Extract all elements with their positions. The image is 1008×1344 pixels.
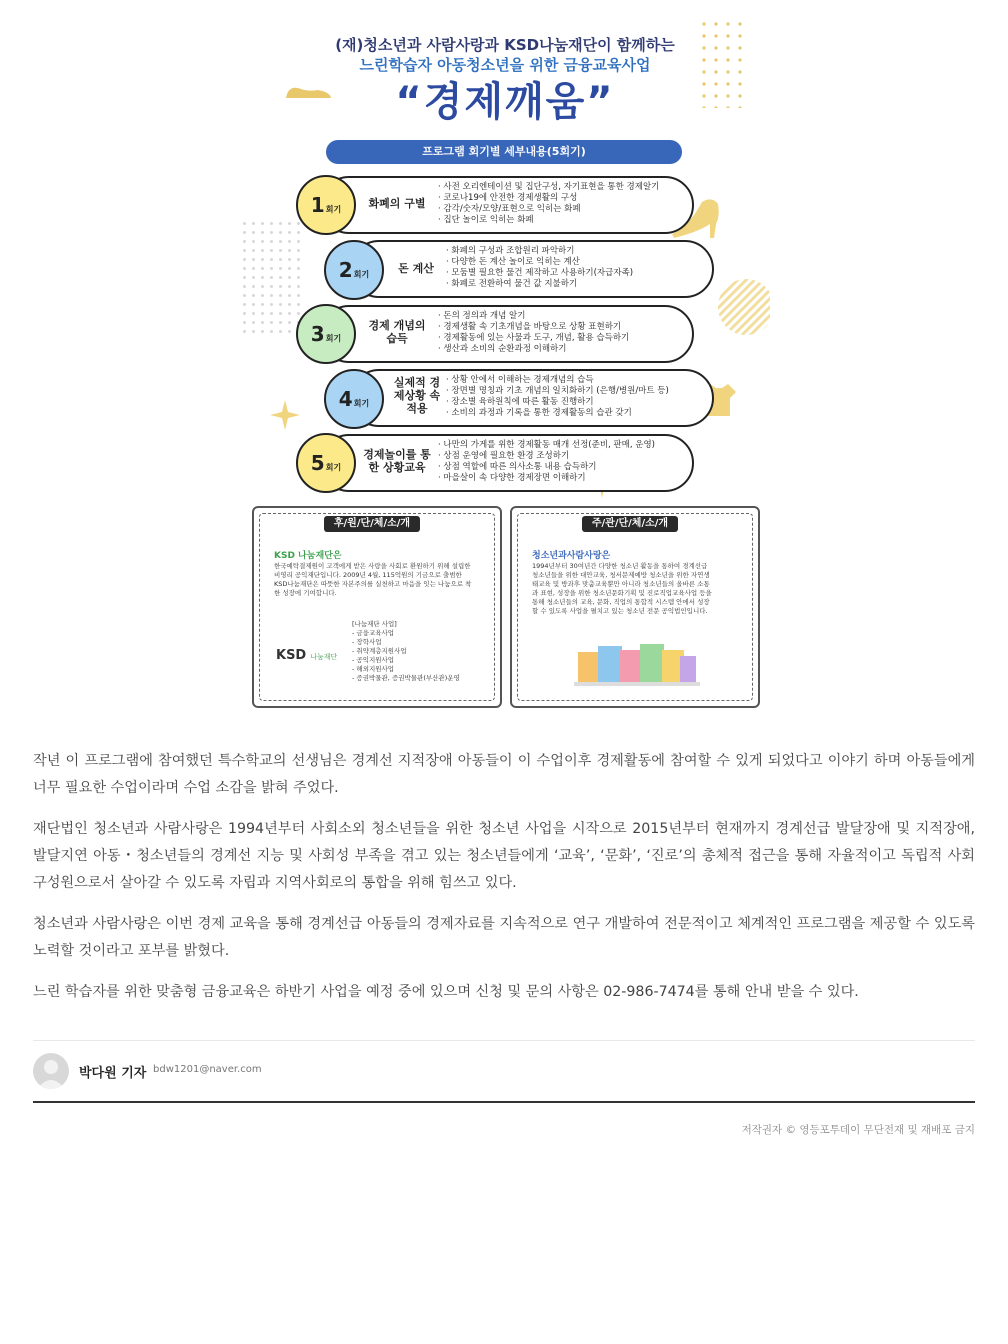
sponsor-description: 한국예탁결제원이 고객에게 받은 사랑을 사회로 환원하기 위해 설립한 비영리 공익재단입니다. 2009년 4월, 115억원의 기금으로 출범한 KSD나눔재단은 따뜻한 자본주의를 실천하고 마음을 잇는 나눔으로 착한 성장에 기여합니다.	[274, 562, 472, 597]
poster-title: “경제깨움”	[395, 79, 615, 125]
session-items: · 나만의 가게를 위한 경제활동 매개 선정(준비, 판매, 운영) · 상점 운영에 필요한 환경 조성하기 · 상점 역할에 따른 의사소통 내용 습득하기 · 마을살이 속 다양한 경제장면 이해하기	[438, 440, 655, 483]
sponsor-org: KSD 나눔재단은	[274, 551, 342, 561]
poster-subtitle: (재)청소년과 사람사랑과 KSD나눔재단이 함께하는	[335, 36, 675, 54]
session-number: 4 회기	[324, 369, 384, 429]
star-icon	[270, 400, 300, 430]
ksd-logo: KSD 나눔재단	[276, 648, 338, 663]
sponsor-heading: 후/원/단/체/소/개	[324, 516, 420, 532]
host-description: 1994년부터 30여년간 다양한 청소년 활동을 통하여 경계선급 청소년들을 위한 대안교육, 청서문제예방 청소년을 위한 자연생태교육 및 방과후 맞춤교육뿐만 아니라 청소년들의 올바른 소통과 표현, 성장을 위한 청소년문화기획 및 진로직업교육사업 등을 통해 청소년들의 교육, 문화, 직업의 통합적 시스템 안에서 성장할 수 있도록 사업을 펼치고 있는 청소년 전문 공익법인입니다.	[532, 562, 712, 615]
host-org: 청소년과사람사랑은	[532, 551, 611, 561]
session-number: 5 회기	[296, 433, 356, 493]
article-paragraph: 느린 학습자를 위한 맞춤형 금융교육은 하반기 사업을 예정 중에 있으며 신청 및 문의 사항은 02-986-7474를 통해 안내 받을 수 있다.	[33, 984, 859, 1000]
decorative-stripes	[716, 274, 770, 340]
copyright-notice: 저작권자 © 영등포투데이 무단전재 및 재배포 금지	[741, 1124, 975, 1136]
session-number: 2 회기	[324, 240, 384, 300]
session-name: 돈 계산	[398, 262, 434, 275]
session-name: 경제 개념의 습득	[368, 319, 426, 345]
sponsor-info-box	[252, 506, 502, 708]
program-banner: 프로그램 회기별 세부내용(5회기)	[326, 140, 682, 164]
session-items: · 사전 오리엔테이션 및 집단구성, 자기표현을 통한 경제알기 · 코로나19에 안전한 경제생활의 구성 · 감각/숫자/모양/표현으로 익히는 화폐 · 집단 놀이로 익히는 화폐	[438, 182, 660, 225]
session-name: 화폐의 구별	[368, 197, 426, 210]
session-name: 경제놀이를 통한 상황교육	[363, 448, 431, 474]
divider	[33, 1101, 975, 1103]
user-icon	[33, 1053, 69, 1089]
books-illustration	[572, 638, 702, 688]
decorative-dots	[240, 219, 306, 339]
article-body	[33, 748, 975, 1020]
divider	[33, 1040, 975, 1041]
session-items: · 화폐의 구성과 조합원리 파악하기 · 다양한 돈 계산 놀이로 익히는 계산 · 모둠별 필요한 물건 제작하고 사용하기(자급자족) · 화폐로 전환하여 물건 값 지불하기	[446, 246, 634, 289]
article-paragraph: 작년 이 프로그램에 참여했던 특수학교의 선생님은 경계선 지적장애 아동들이 이 수업이후 경제활동에 참여할 수 있게 되었다고 이야기 하며 아동들에게 너무 필요한 수업이라며 수업 소감을 밝혀 주었다.	[33, 753, 975, 796]
session-number: 1 회기	[296, 175, 356, 235]
article-paragraph: 재단법인 청소년과 사람사랑은 1994년부터 사회소외 청소년들을 위한 청소년 사업을 시작으로 2015년부터 현재까지 경계선급 발달장애 및 지적장애, 발달지연 아동・청소년들의 경계선 지능 및 사회성 부족을 겪고 있는 청소년들에게 ‘교육’, ‘문화’, ‘진로’의 총체적 접근을 통해 자율적이고 독립적 사회 구성원으로서 살아갈 수 있도록 자립과 지역사회로의 통합을 위해 힘쓰고 있다.	[33, 821, 976, 891]
sponsor-business-list: [나눔재단 사업] - 금융교육사업 - 장학사업 - 취약계층지원사업 - 공익지원사업 - 해외지원사업 - 증권박물관, 증권박물관(부산관)운영	[352, 620, 460, 682]
article-paragraph: 청소년과 사람사랑은 이번 경제 교육을 통해 경계선급 아동들의 경제자료를 지속적으로 연구 개발하여 전문적이고 체계적인 프로그램을 제공할 수 있도록 노력할 것이라고 포부를 밝혔다.	[33, 916, 975, 959]
host-heading: 주/관/단/체/소/개	[582, 516, 678, 532]
avatar[interactable]	[33, 1053, 69, 1089]
host-info-box	[510, 506, 760, 708]
poster-subtitle: 느린학습자 아동청소년을 위한 금융교육사업	[359, 56, 651, 74]
infographic-image	[240, 14, 770, 714]
session-items: · 돈의 정의과 개념 알기 · 경제생활 속 기초개념을 바탕으로 상황 표현하기 · 경제활동에 있는 사물과 도구, 개념, 활용 습득하기 · 생산과 소비의 순환과정 이해하기	[438, 311, 630, 354]
session-items: · 상황 안에서 이해하는 경제개념의 습득 · 장면별 명칭과 기초 개념의 일치화하기 (은행/병원/마트 등) · 장소별 육하원칙에 따른 활동 진행하기 · 소비의 과정과 기록을 통한 경제활동의 습관 갖기	[446, 375, 669, 418]
author-name[interactable]: 박다원 기자	[79, 1066, 147, 1081]
session-name: 실제적 경제상황 속 적용	[393, 376, 441, 415]
author-email[interactable]: bdw1201@naver.com	[153, 1064, 262, 1075]
session-number: 3 회기	[296, 304, 356, 364]
